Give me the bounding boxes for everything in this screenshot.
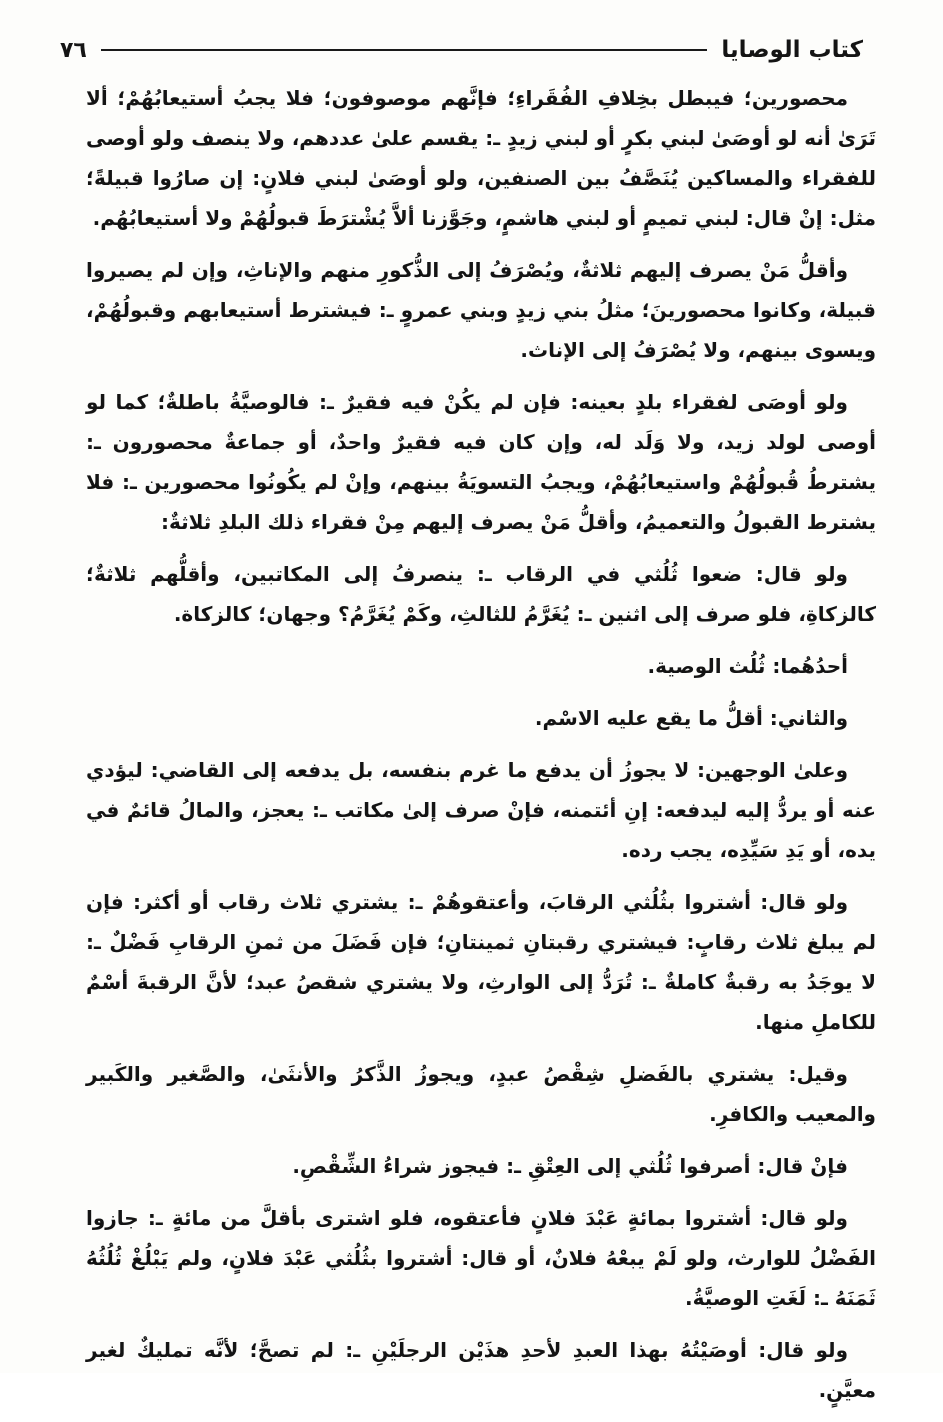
paragraph: محصورين؛ فيبطل بخِلافِ الفُقَراءِ؛ فإنَّهم موصوفون؛ فلا يجبُ أستيعابُهُمْ؛ ألا تَرَىٰ أنه لو أوصَىٰ لبني بكرٍ أو لبني زيدٍ ـ: يقسم علىٰ عددهم، ولا ينصف ولو أوصى للفقراء والمساكين يُنَصَّفُ بين الصنفين، ولو أوصَىٰ لبني فلانٍ: إن صارُوا قبيلةً؛ مثل: إنْ قال: لبني تميمٍ أو لبني هاشمٍ، وجَوَّزنا ألاَّ يُشْترَطَ قبولُهُمْ ولا أستيعابُهُم.: [86, 86, 876, 230]
page-number: ٧٦: [60, 37, 87, 63]
paragraph: ولو قال: أشتروا بثُلُثي الرقابَ، وأعتقوهُمْ ـ: يشتري ثلاث رقاب أو أكثر: فإن لم يبلغ ثلاث رقابٍ: فيشتري رقبتانِ ثمينتانِ؛ فإن فَضَلَ من ثمنِ الرقابِ فَضْلٌ ـ: لا يوجَدُ به رقبةٌ كاملةٌ ـ: تُرَدُّ إلى الوارثِ، ولا يشتري شقصُ عبد؛ لأنَّ الرقبةَ أسْمٌ للكاملِ منها.: [86, 890, 876, 1034]
paragraph: فإنْ قال: أصرفوا ثُلُثي إلى العِتْقِ ـ: فيجوز شراءُ الشِّقْصِ.: [292, 1154, 848, 1178]
paragraph: وعلىٰ الوجهين: لا يجوزُ أن يدفع ما غرم بنفسه، بل يدفعه إلى القاضي: ليؤدي عنه أو يردُّ إليه ليدفعه: إنِ أئتمنه، فإنْ صرف إلىٰ مكاتب ـ: يعجز، والمالُ قائمٌ في يده، أو يَدِ سَيِّدِه، يجب رده.: [86, 758, 876, 862]
paragraph: وقيل: يشتري بالفَضلِ شِقْصُ عبدٍ، ويجوزُ الذَّكرُ والأنثَىٰ، والصَّغير والكَبير والمعيب والكافرِ.: [86, 1062, 876, 1126]
paragraph: ولو أوصَى لفقراء بلدٍ بعينه: فإن لم يكُنْ فيه فقيرٌ ـ: فالوصيَّةُ باطلةٌ؛ كما لو أوصى لولد زيد، ولا وَلَد له، وإن كان فيه فقيرٌ واحدٌ، أو جماعةٌ محصورون ـ: يشترطُ قُبولُهُمْ واستيعابُهُمْ، ويجبُ التسويَةُ بينهم، وإنْ لم يكُونُوا محصورين ـ: فلا يشترط القبولُ والتعميمُ، وأقلُّ مَنْ يصرف إليهم مِنْ فقراء ذلك البلدِ ثلاثةٌ:: [86, 390, 876, 534]
paragraph: أحدُهُما: ثُلُث الوصية.: [647, 654, 848, 678]
paragraph: ولو قال: ضعوا ثُلُثي في الرقاب ـ: ينصرفُ إلى المكاتبين، وأقلُّهم ثلاثةٌ؛ كالزكاةِ، فلو صرف إلى اثنين ـ: يُغَرَّمُ للثالثِ، وكَمْ يُغَرَّمُ؟ وجهان؛ كالزكاة.: [86, 562, 876, 626]
paragraph: ولو قال: أشتروا بمائةٍ عَبْدَ فلانٍ فأعتقوه، فلو اشترى بأقلَّ من مائةٍ ـ: جازوا الفَضْلُ للوارث، ولو لَمْ يبعْهُ فلانٌ، أو قال: أشتروا بثُلُثي عَبْدَ فلانٍ، ولم يَبْلُغْ ثُلُثُهُ ثَمَنَهُ ـ: لَغَتِ الوصيَّةُ.: [86, 1206, 876, 1310]
paragraph: ولو قال: أوصَيْتُهُ بهذا العبدِ لأحدِ هذَيْن الرجلَيْنِ ـ: لم تصحَّ؛ لأنَّه تمليكٌ لغير معيَّنٍ.: [86, 1338, 876, 1402]
page-header: [60, 30, 863, 70]
paragraph: والثاني: أقلُّ ما يقع عليه الاسْم.: [534, 706, 848, 730]
page-body: [86, 78, 876, 1422]
book-title: كتاب الوصايا: [721, 37, 863, 63]
paragraph: وأقلُّ مَنْ يصرف إليهم ثلاثةٌ، ويُصْرَفُ إلى الذُّكورِ منهم والإناثِ، وإن لم يصيروا قبيلة، وكانوا محصورينَ؛ مثلُ بني زيدٍ وبني عمروٍ ـ: فيشترط أستيعابهم وقبولُهُمْ، ويسوى بينهم، ولا يُصْرَفُ إلى الإناث.: [86, 258, 876, 362]
header-rule: [101, 49, 708, 51]
